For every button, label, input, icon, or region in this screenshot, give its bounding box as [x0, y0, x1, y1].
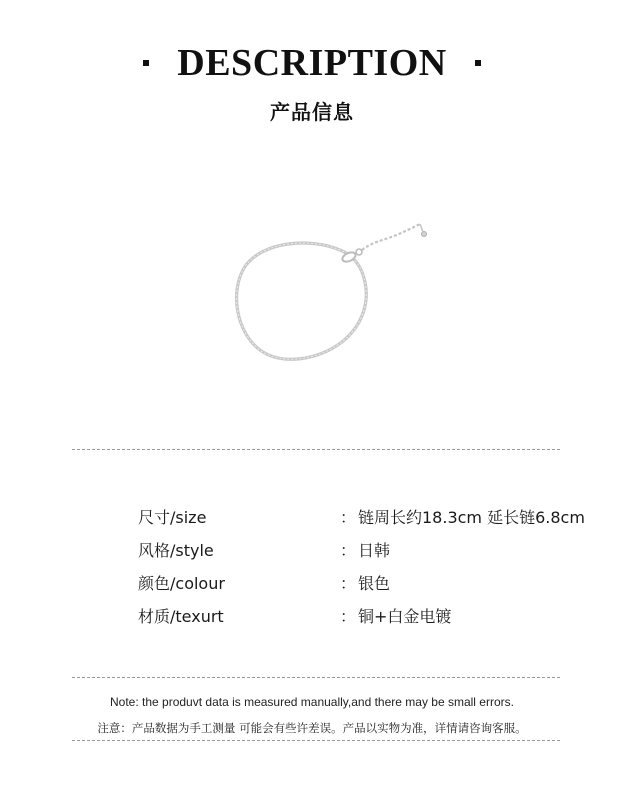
spec-colon: ： [340, 541, 357, 560]
divider-notes-bottom [72, 740, 560, 741]
extension-chain [362, 224, 420, 250]
spec-colon: ： [340, 607, 357, 626]
spec-row-size [138, 500, 598, 533]
spec-value: 日韩 [358, 541, 391, 560]
note-chinese: 注意：产品数据为手工测量 可能会有些许差误。产品以实物为准，详情请咨询客服。 [97, 721, 527, 735]
extension-end-bead [422, 232, 427, 237]
spec-value: 链周长约18.3cm 延长链6.8cm [358, 508, 585, 527]
spec-row-material [138, 599, 598, 632]
spec-label: 材质/texurt [138, 607, 224, 626]
right-square-bullet-icon [475, 60, 481, 66]
spec-label: 风格/style [138, 541, 214, 560]
spec-label: 尺寸/size [138, 508, 207, 527]
spec-value: 银色 [358, 574, 391, 593]
page-title: DESCRIPTION [177, 42, 447, 84]
spec-list [138, 500, 598, 632]
bracelet-image [222, 210, 442, 370]
spec-value: 铜+白金电镀 [358, 607, 452, 626]
divider-notes-top [72, 677, 560, 678]
spec-label: 颜色/colour [138, 574, 225, 593]
jump-ring [356, 249, 362, 255]
spec-row-style [138, 533, 598, 566]
spec-colon: ： [340, 508, 357, 527]
spec-row-colour [138, 566, 598, 599]
page-subtitle: 产品信息 [270, 100, 354, 124]
left-square-bullet-icon [143, 60, 149, 66]
divider-top [72, 449, 560, 450]
spec-colon: ： [340, 574, 357, 593]
note-english: Note: the produvt data is measured manually,and there may be small errors. [110, 695, 514, 709]
header [0, 38, 624, 125]
title-row [0, 38, 624, 88]
extension-tail [420, 224, 423, 232]
notes [0, 692, 624, 738]
